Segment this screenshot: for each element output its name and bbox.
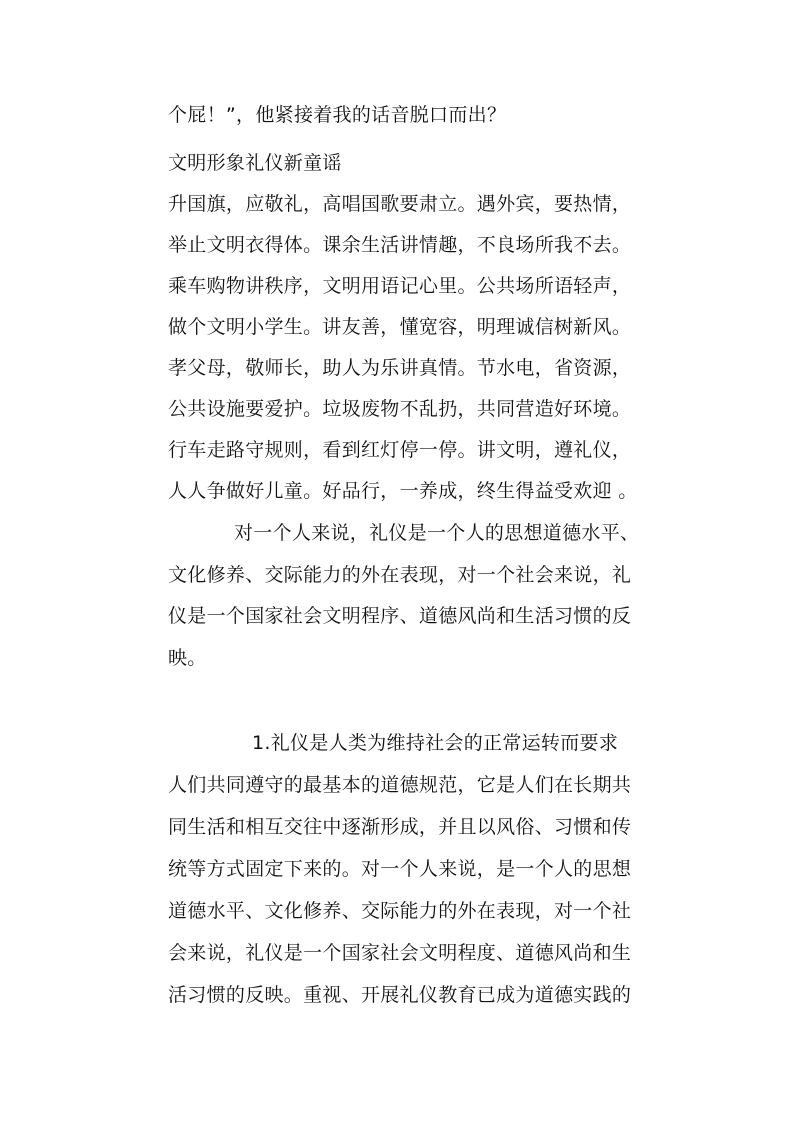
paragraph1-line: 映。 bbox=[168, 647, 207, 669]
paragraph2-line: 会来说，礼仪是一个国家社会文明程度、道德风尚和生 bbox=[168, 942, 632, 964]
rhyme-title: 文明形象礼仪新童谣 bbox=[168, 152, 342, 174]
rhyme-line: 孝父母，敬师长，助人为乐讲真情。节水电，省资源， bbox=[168, 357, 632, 379]
paragraph1-line: 文化修养、交际能力的外在表现，对一个社会来说，礼 bbox=[168, 564, 632, 586]
paragraph1-line: 对一个人来说，礼仪是一个人的思想道德水平、 bbox=[234, 522, 640, 544]
rhyme-line: 举止文明衣得体。课余生活讲情趣，不良场所我不去。 bbox=[168, 234, 632, 256]
paragraph2-line: 活习惯的反映。重视、开展礼仪教育已成为道德实践的 bbox=[168, 984, 632, 1006]
paragraph2-line: 同生活和相互交往中逐渐形成，并且以风俗、习惯和传 bbox=[168, 816, 632, 838]
intro-line: 个屁！”，他紧接着我的话音脱口而出？ bbox=[168, 104, 507, 126]
paragraph1-line: 仪是一个国家社会文明程序、道德风尚和生活习惯的反 bbox=[168, 605, 632, 627]
rhyme-line: 做个文明小学生。讲友善，懂宽容，明理诚信树新风。 bbox=[168, 316, 632, 338]
paragraph2-line: 统等方式固定下来的。对一个人来说，是一个人的思想 bbox=[168, 858, 632, 880]
rhyme-line: 乘车购物讲秩序，文明用语记心里。公共场所语轻声， bbox=[168, 275, 632, 297]
paragraph2-line: 道德水平、文化修养、交际能力的外在表现，对一个社 bbox=[168, 900, 632, 922]
rhyme-line: 人人争做好儿童。好品行，一养成，终生得益受欢迎 。 bbox=[168, 480, 638, 502]
rhyme-line: 公共设施要爱护。垃圾废物不乱扔，共同营造好环境。 bbox=[168, 398, 632, 420]
rhyme-line: 升国旗，应敬礼，高唱国歌要肃立。遇外宾，要热情， bbox=[168, 193, 632, 215]
paragraph2-line: 人们共同遵守的最基本的道德规范，它是人们在长期共 bbox=[168, 774, 632, 796]
rhyme-line: 行车走路守规则，看到红灯停一停。讲文明，遵礼仪， bbox=[168, 439, 632, 461]
paragraph2-line: 1.礼仪是人类为维持社会的正常运转而要求 bbox=[252, 732, 619, 754]
